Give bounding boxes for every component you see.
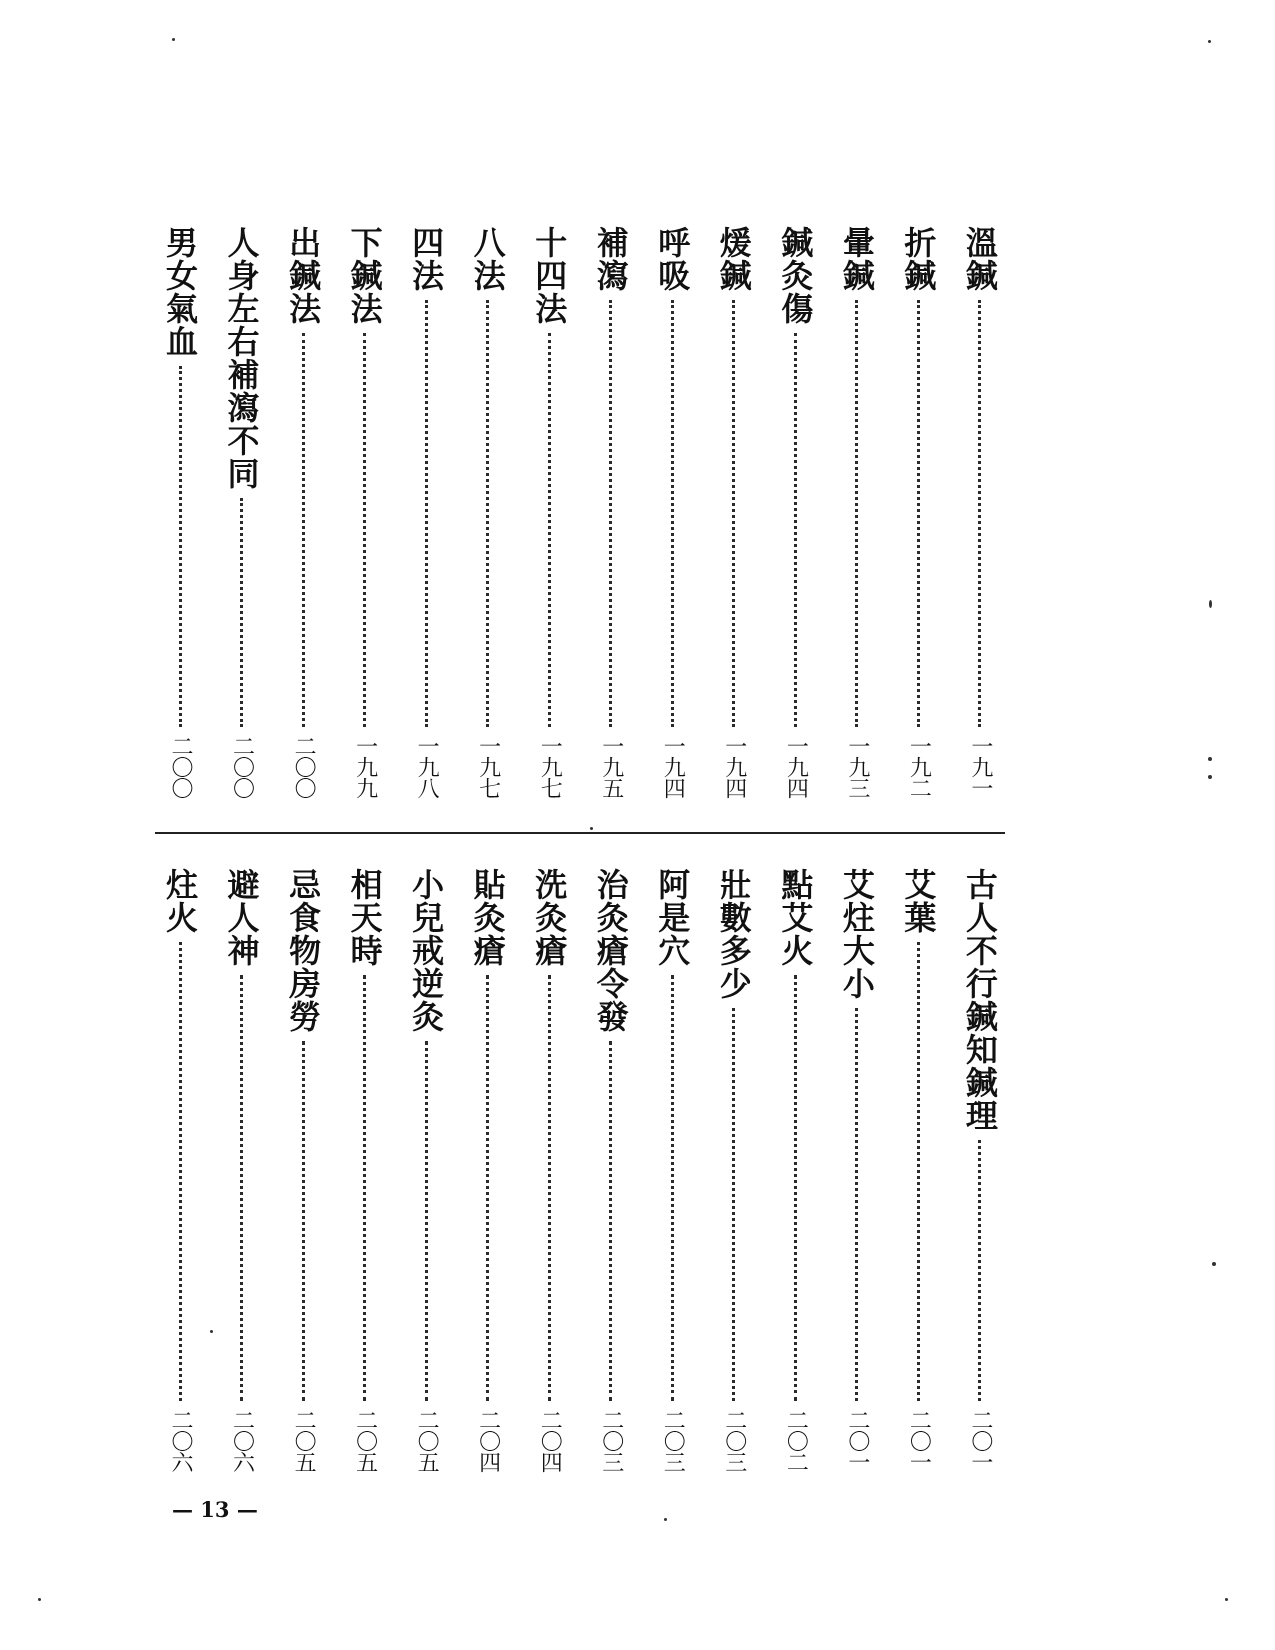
dot-leader <box>363 333 366 727</box>
dot-leader <box>732 1008 735 1401</box>
toc-upper-section <box>160 226 1000 798</box>
toc-entry-title: 古人不行鍼知鍼理 <box>960 868 999 1132</box>
toc-entry-title: 補瀉 <box>591 226 630 292</box>
toc-entry-title: 治灸瘡令發 <box>591 868 630 1033</box>
toc-entry-page: 二〇六 <box>168 1409 193 1472</box>
toc-entry <box>714 226 754 798</box>
toc-entry-title: 男女氣血 <box>161 226 199 358</box>
scan-speck <box>590 827 593 830</box>
dot-leader <box>486 300 489 727</box>
toc-entry <box>529 868 569 1472</box>
toc-entry-page: 二〇三 <box>660 1409 686 1472</box>
toc-entry-page: 一九四 <box>783 735 809 798</box>
toc-entry-title: 避人神 <box>222 868 261 967</box>
toc-entry-title: 貼灸瘡 <box>468 868 507 967</box>
scan-speck <box>1209 600 1212 608</box>
toc-entry-page: 一九三 <box>844 735 870 798</box>
toc-entry <box>898 226 938 798</box>
toc-entry-page: 二〇五 <box>414 1409 440 1472</box>
toc-entry-title: 四法 <box>407 226 446 292</box>
dot-leader <box>855 1008 858 1401</box>
toc-entry <box>652 226 692 798</box>
dot-leader <box>486 975 489 1401</box>
scan-speck <box>1208 757 1212 761</box>
dot-leader <box>794 975 797 1401</box>
toc-entry-title: 艾炷大小 <box>837 868 876 1000</box>
dot-leader <box>609 300 612 727</box>
toc-entry-page: 一九五 <box>598 735 624 798</box>
scan-speck <box>172 38 175 41</box>
toc-entry-page: 二〇三 <box>598 1409 624 1472</box>
toc-entry <box>652 868 692 1472</box>
toc-entry <box>406 868 446 1472</box>
dot-leader <box>240 498 243 727</box>
toc-entry-title: 十四法 <box>530 226 569 325</box>
dot-leader <box>548 333 551 727</box>
toc-entry-page: 一九七 <box>537 735 563 798</box>
toc-entry <box>283 868 323 1472</box>
toc-entry-page: 二〇五 <box>352 1409 378 1472</box>
scan-speck <box>1225 1598 1228 1601</box>
toc-entry-title: 洗灸瘡 <box>530 868 569 967</box>
toc-entry-title: 阿是穴 <box>653 868 692 967</box>
toc-entry-page: 二〇一 <box>906 1409 932 1472</box>
toc-entry-page: 一九七 <box>475 735 501 798</box>
dot-leader <box>732 300 735 727</box>
toc-entry <box>529 226 569 798</box>
toc-entry-title: 下鍼法 <box>345 226 384 325</box>
toc-entry-page: 二〇一 <box>844 1409 870 1472</box>
toc-entry-title: 炷火 <box>161 868 199 934</box>
toc-entry <box>468 868 508 1472</box>
toc-entry-title: 人身左右補瀉不同 <box>222 226 261 490</box>
dot-leader <box>671 300 674 727</box>
toc-entry <box>160 868 200 1472</box>
toc-entry-page: 二〇五 <box>291 1409 317 1472</box>
dot-leader <box>917 300 920 727</box>
dot-leader <box>425 300 428 727</box>
section-divider <box>155 832 1005 834</box>
toc-entry-title: 出鍼法 <box>284 226 323 325</box>
toc-entry-title: 艾葉 <box>899 868 938 934</box>
toc-entry-title: 暈鍼 <box>837 226 876 292</box>
toc-entry <box>222 868 262 1472</box>
dot-leader <box>302 1041 305 1401</box>
toc-entry <box>775 868 815 1472</box>
toc-entry-page: 二〇一 <box>967 1409 993 1472</box>
scan-speck <box>1208 40 1211 43</box>
page-number: — 13 — <box>172 1497 258 1522</box>
toc-entry-title: 壯數多少 <box>714 868 753 1000</box>
toc-entry-page: 一九四 <box>721 735 747 798</box>
toc-entry-page: 一九四 <box>660 735 686 798</box>
toc-entry-page: 二〇四 <box>537 1409 563 1472</box>
scan-speck <box>38 1598 41 1601</box>
toc-entry-page: 二〇四 <box>475 1409 501 1472</box>
dot-leader <box>794 333 797 727</box>
toc-entry <box>898 868 938 1472</box>
toc-entry-page: 二〇二 <box>783 1409 809 1472</box>
dot-leader <box>978 1140 981 1401</box>
toc-entry <box>283 226 323 798</box>
toc-entry <box>775 226 815 798</box>
toc-entry-page: 一九九 <box>352 735 378 798</box>
toc-entry-page: 二〇〇 <box>229 735 255 798</box>
dot-leader <box>179 366 182 727</box>
toc-entry <box>345 868 385 1472</box>
toc-entry-page: 二〇六 <box>229 1409 255 1472</box>
toc-entry <box>837 868 877 1472</box>
toc-entry <box>960 226 1000 798</box>
dot-leader <box>609 1041 612 1401</box>
toc-entry-page: 二〇三 <box>721 1409 747 1472</box>
dot-leader <box>179 942 182 1401</box>
toc-entry-title: 相天時 <box>345 868 384 967</box>
toc-entry <box>837 226 877 798</box>
toc-entry <box>591 868 631 1472</box>
dot-leader <box>855 300 858 727</box>
scan-speck <box>1212 1262 1216 1266</box>
toc-entry-page: 二〇〇 <box>168 735 193 798</box>
toc-entry-title: 呼吸 <box>653 226 692 292</box>
toc-entry <box>591 226 631 798</box>
toc-entry-title: 煖鍼 <box>714 226 753 292</box>
toc-entry-page: 一九一 <box>967 735 993 798</box>
dot-leader <box>917 942 920 1401</box>
scan-speck <box>664 1518 667 1521</box>
toc-entry-title: 溫鍼 <box>960 226 999 292</box>
toc-entry-title: 八法 <box>468 226 507 292</box>
toc-entry-page: 二〇〇 <box>291 735 317 798</box>
toc-entry-title: 點艾火 <box>776 868 815 967</box>
dot-leader <box>548 975 551 1401</box>
dot-leader <box>363 975 366 1401</box>
toc-lower-section <box>160 868 1000 1472</box>
toc-entry <box>406 226 446 798</box>
toc-entry-title: 鍼灸傷 <box>776 226 815 325</box>
toc-entry <box>222 226 262 798</box>
toc-entry <box>468 226 508 798</box>
dot-leader <box>425 1041 428 1401</box>
toc-entry-title: 小兒戒逆灸 <box>407 868 446 1033</box>
toc-entry-page: 一九二 <box>906 735 932 798</box>
dot-leader <box>240 975 243 1401</box>
scan-speck <box>210 1330 213 1333</box>
toc-entry-page: 一九八 <box>414 735 440 798</box>
toc-entry-title: 忌食物房勞 <box>284 868 323 1033</box>
toc-entry-title: 折鍼 <box>899 226 938 292</box>
dot-leader <box>671 975 674 1401</box>
toc-entry <box>960 868 1000 1472</box>
dot-leader <box>302 333 305 727</box>
toc-entry <box>345 226 385 798</box>
scan-speck <box>1208 775 1212 779</box>
dot-leader <box>978 300 981 727</box>
toc-entry <box>160 226 200 798</box>
toc-entry <box>714 868 754 1472</box>
